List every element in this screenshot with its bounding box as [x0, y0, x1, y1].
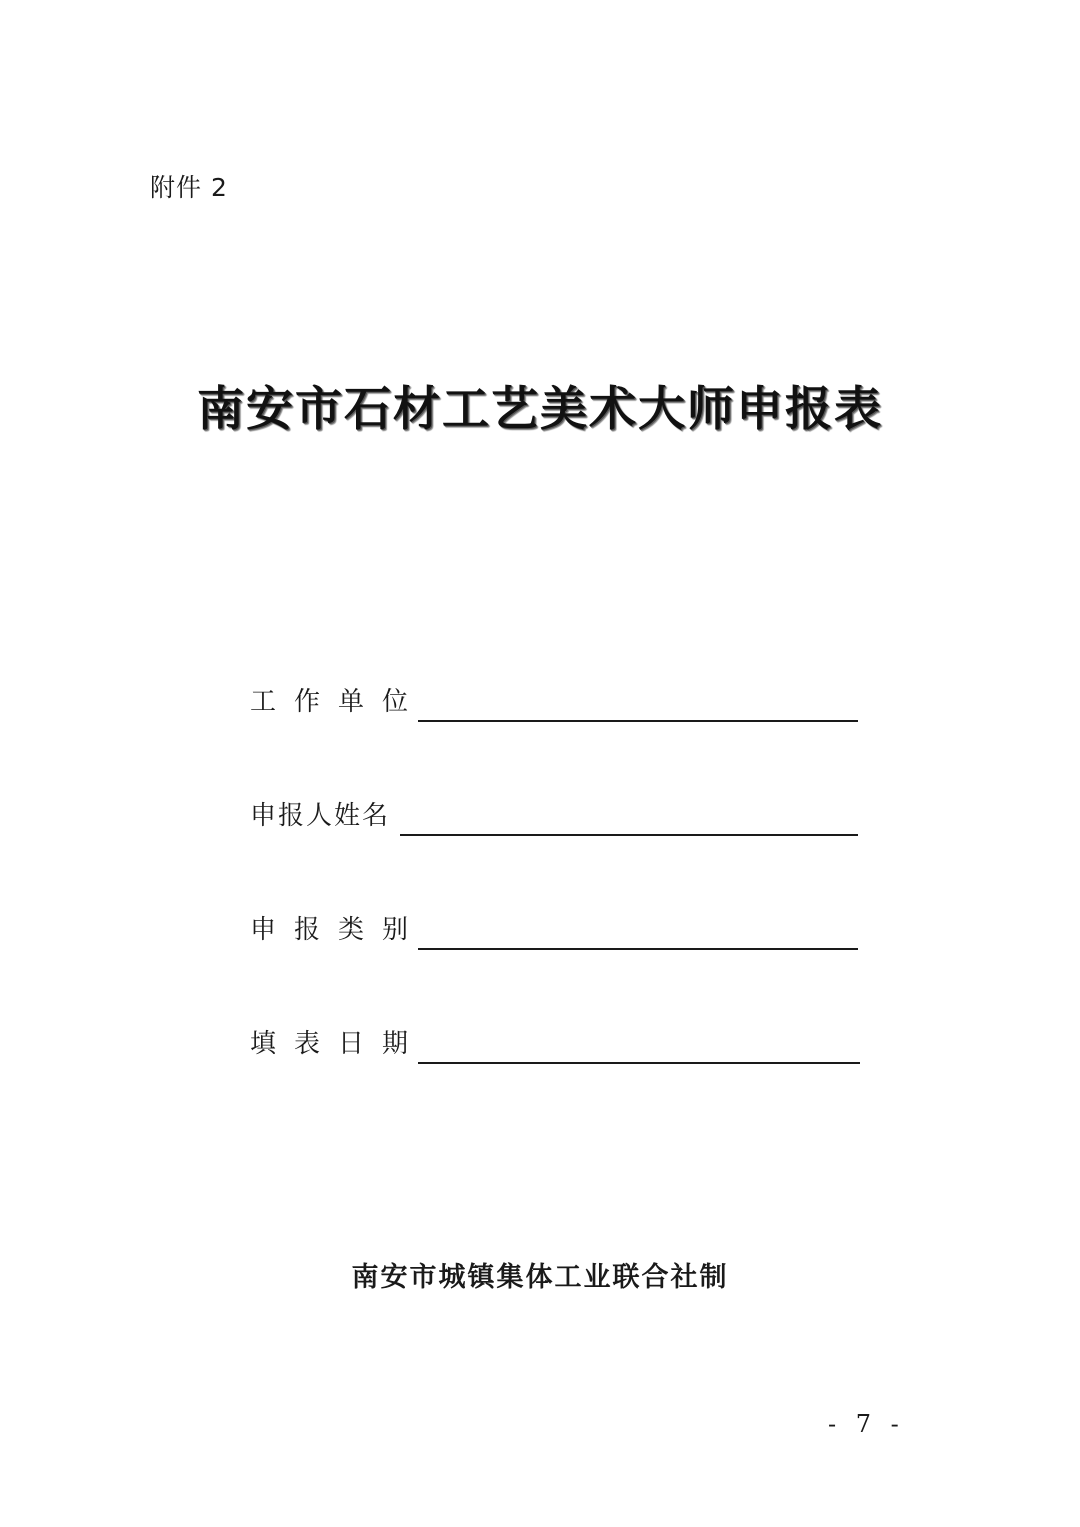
- field-line-fill-date[interactable]: [418, 1062, 860, 1064]
- field-work-unit: [250, 682, 860, 722]
- field-label: 工作单位: [250, 687, 427, 717]
- issuer-label: 南安市城镇集体工业联合社制: [351, 1262, 729, 1293]
- field-line-category[interactable]: [418, 948, 858, 950]
- attachment-label: 附件 2: [150, 173, 228, 202]
- field-applicant-name: [250, 796, 860, 836]
- field-line-applicant-name[interactable]: [400, 834, 858, 836]
- field-line-work-unit[interactable]: [418, 720, 858, 722]
- document-title: 南安市石材工艺美术大师申报表: [197, 382, 883, 437]
- field-label: 填表日期: [250, 1029, 427, 1059]
- field-label: 申报类别: [250, 915, 427, 945]
- field-label: 申报人姓名: [250, 801, 391, 831]
- field-fill-date: [250, 1024, 860, 1064]
- page-number: - 7 -: [828, 1410, 905, 1438]
- field-category: [250, 910, 860, 950]
